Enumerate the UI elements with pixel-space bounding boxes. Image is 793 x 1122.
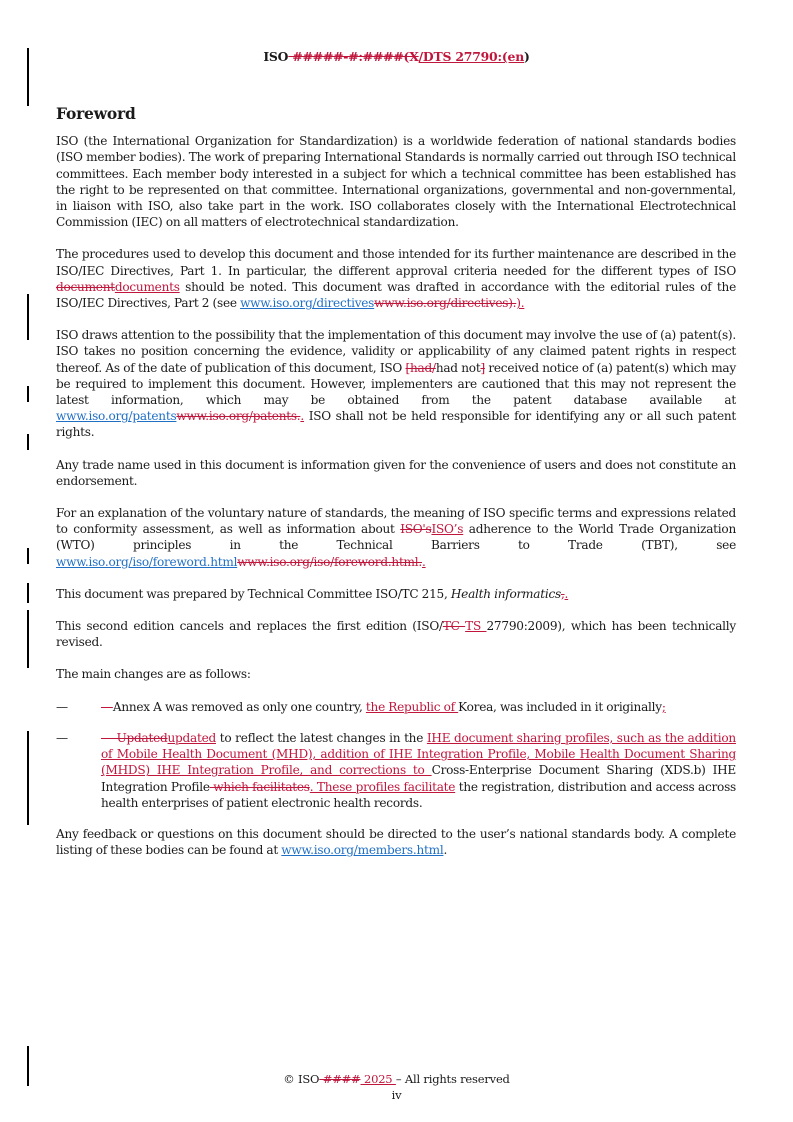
inserted-text: TS bbox=[465, 619, 487, 634]
text: Korea, was included in it originally bbox=[458, 699, 662, 714]
deleted-text: TC bbox=[442, 619, 466, 634]
change-bar bbox=[27, 294, 29, 340]
list-dash: — bbox=[56, 699, 68, 714]
change-bar bbox=[27, 434, 29, 450]
text: This document was prepared by Technical Committee ISO/TC 215, bbox=[56, 586, 451, 601]
text: the registration, distribution and access across health enterprises of patient electronic health records. bbox=[101, 779, 736, 810]
text: This second edition cancels and replaces the first edition (ISO/ bbox=[56, 619, 443, 634]
inserted-text: documents bbox=[114, 279, 180, 294]
inserted-text: . These profiles facilitate bbox=[309, 779, 456, 794]
paragraph-trade-name: Any trade name used in this document is information given for the convenience of users and does not constitute an endorsement. bbox=[56, 457, 736, 488]
directives-link[interactable]: www.iso.org/directives bbox=[240, 296, 375, 311]
copyright-prefix: © ISO bbox=[283, 1072, 320, 1086]
paragraph-procedures bbox=[56, 246, 736, 311]
inserted-text: ISO’s bbox=[431, 522, 464, 537]
text: The procedures used to develop this document and those intended for its further maintenance are described in the ISO/IEC Directives, Part 1. In particular, the different approval criteria needed for the different types of ISO bbox=[56, 247, 736, 278]
inserted-text: IHE document sharing profiles, such as the addition of Mobile Health Document (MHD), addition of IHE Integration Profile, Mobile Health Document Sharing (MHDS) IHE Integration Profile, and corrections to bbox=[101, 730, 736, 778]
text: Annex A was removed as only one country, bbox=[112, 699, 366, 714]
copyright-line bbox=[0, 1071, 793, 1087]
list-item bbox=[56, 699, 736, 715]
paragraph-feedback bbox=[56, 826, 736, 858]
inserted-text: ). bbox=[516, 296, 525, 311]
header-deleted: #####-#:####(X bbox=[288, 49, 419, 64]
change-bar bbox=[27, 548, 29, 564]
text: Cross-Enterprise Document Sharing (XDS.b) IHE Integration Profile bbox=[101, 763, 736, 794]
deleted-text: , bbox=[560, 586, 565, 601]
text: had not bbox=[435, 360, 481, 375]
copyright-suffix: – All rights reserved bbox=[395, 1072, 510, 1086]
list-item-text bbox=[101, 699, 736, 715]
list-dash: — bbox=[56, 730, 68, 745]
text: Any feedback or questions on this document should be directed to the user’s national standards body. A complete listing of these bodies can be found at bbox=[56, 826, 736, 858]
paragraph-patents bbox=[56, 327, 736, 440]
foreword-link[interactable]: www.iso.org/iso/foreword.html bbox=[56, 554, 238, 569]
document-footer bbox=[0, 1071, 793, 1103]
members-link[interactable]: www.iso.org/members.html bbox=[281, 843, 444, 858]
text: adherence to the World Trade Organization (WTO) principles in the Technical Barriers to Trade (TBT), see bbox=[56, 522, 736, 553]
change-bar bbox=[27, 583, 29, 603]
header-inserted: /DTS 27790:(en bbox=[418, 49, 524, 64]
paragraph-main-changes: The main changes are as follows: bbox=[56, 667, 251, 682]
list-item-text bbox=[101, 730, 736, 811]
deleted-text: ] bbox=[480, 360, 485, 375]
change-bar bbox=[27, 731, 29, 825]
inserted-text: the Republic of bbox=[365, 699, 459, 714]
paragraph-edition bbox=[56, 618, 736, 650]
list-item bbox=[56, 730, 736, 811]
paragraph-prepared-by bbox=[56, 586, 736, 602]
change-bar bbox=[27, 386, 29, 402]
inserted-text: updated bbox=[167, 730, 216, 745]
inserted-text: . bbox=[300, 409, 305, 424]
header-suffix: ) bbox=[524, 49, 530, 64]
deleted-text: ISO's bbox=[400, 522, 432, 537]
inserted-text: 2025 bbox=[360, 1072, 396, 1086]
text: 27790:2009), which has been technically revised. bbox=[56, 619, 736, 650]
text: should be noted. This document was drafted in accordance with the editorial rules of the ISO/IEC Directives, Part 2 (see bbox=[56, 279, 736, 311]
deleted-text: www.iso.org/iso/foreword.html. bbox=[237, 554, 422, 569]
deleted-text: document bbox=[56, 279, 115, 294]
deleted-text: — Updated bbox=[101, 730, 168, 745]
header-prefix: ISO bbox=[263, 49, 289, 64]
committee-title: Health informatics bbox=[450, 586, 561, 601]
deleted-text: — bbox=[101, 699, 113, 714]
text: to reflect the latest changes in the bbox=[216, 730, 427, 745]
deleted-text: which facilitates bbox=[209, 779, 310, 794]
foreword-content bbox=[56, 106, 736, 874]
text: received notice of (a) patent(s) which may be required to implement this document. However, implementers are cautioned that this may not represent the latest information, which may be obtained from the patent database available at bbox=[56, 360, 736, 408]
paragraph-iso-intro: ISO (the International Organization for Standardization) is a worldwide federation of national standards bodies (ISO member bodies). The work of preparing International Standards is normally carried out through ISO technical committees. Each member body interested in a subject for which a technical committee has been established has the right to be represented on that committee. International organizations, governmental and non-governmental, in liaison with ISO, also take part in the work. ISO collaborates closely with the International Electrotechnical Commission (IEC) on all matters of electrotechnical standardization. bbox=[56, 134, 736, 230]
text: For an explanation of the voluntary nature of standards, the meaning of ISO specific terms and expressions related to conformity assessment, as well as information about bbox=[56, 506, 736, 537]
text: . bbox=[443, 843, 448, 858]
deleted-text: #### bbox=[319, 1072, 361, 1086]
inserted-text: ; bbox=[661, 699, 666, 714]
deleted-text: [had/ bbox=[405, 360, 436, 375]
patents-link[interactable]: www.iso.org/patents bbox=[56, 409, 177, 424]
deleted-text: www.iso.org/directives). bbox=[374, 296, 517, 311]
inserted-text: . bbox=[564, 586, 569, 601]
deleted-text: www.iso.org/patents. bbox=[176, 409, 301, 424]
page-number: iv bbox=[391, 1088, 402, 1102]
document-header bbox=[0, 49, 793, 64]
text: ISO shall not be held responsible for identifying any or all such patent rights. bbox=[56, 409, 736, 440]
text: ISO draws attention to the possibility that the implementation of this document may involve the use of (a) patent(s). ISO takes no position concerning the evidence, validity or applicability of any claimed patent rights in respect thereof. As of the date of publication of this document, ISO bbox=[56, 328, 736, 375]
section-title: Foreword bbox=[56, 104, 136, 123]
change-bar bbox=[27, 610, 29, 668]
inserted-text: . bbox=[422, 554, 426, 569]
paragraph-voluntary-nature bbox=[56, 505, 736, 570]
